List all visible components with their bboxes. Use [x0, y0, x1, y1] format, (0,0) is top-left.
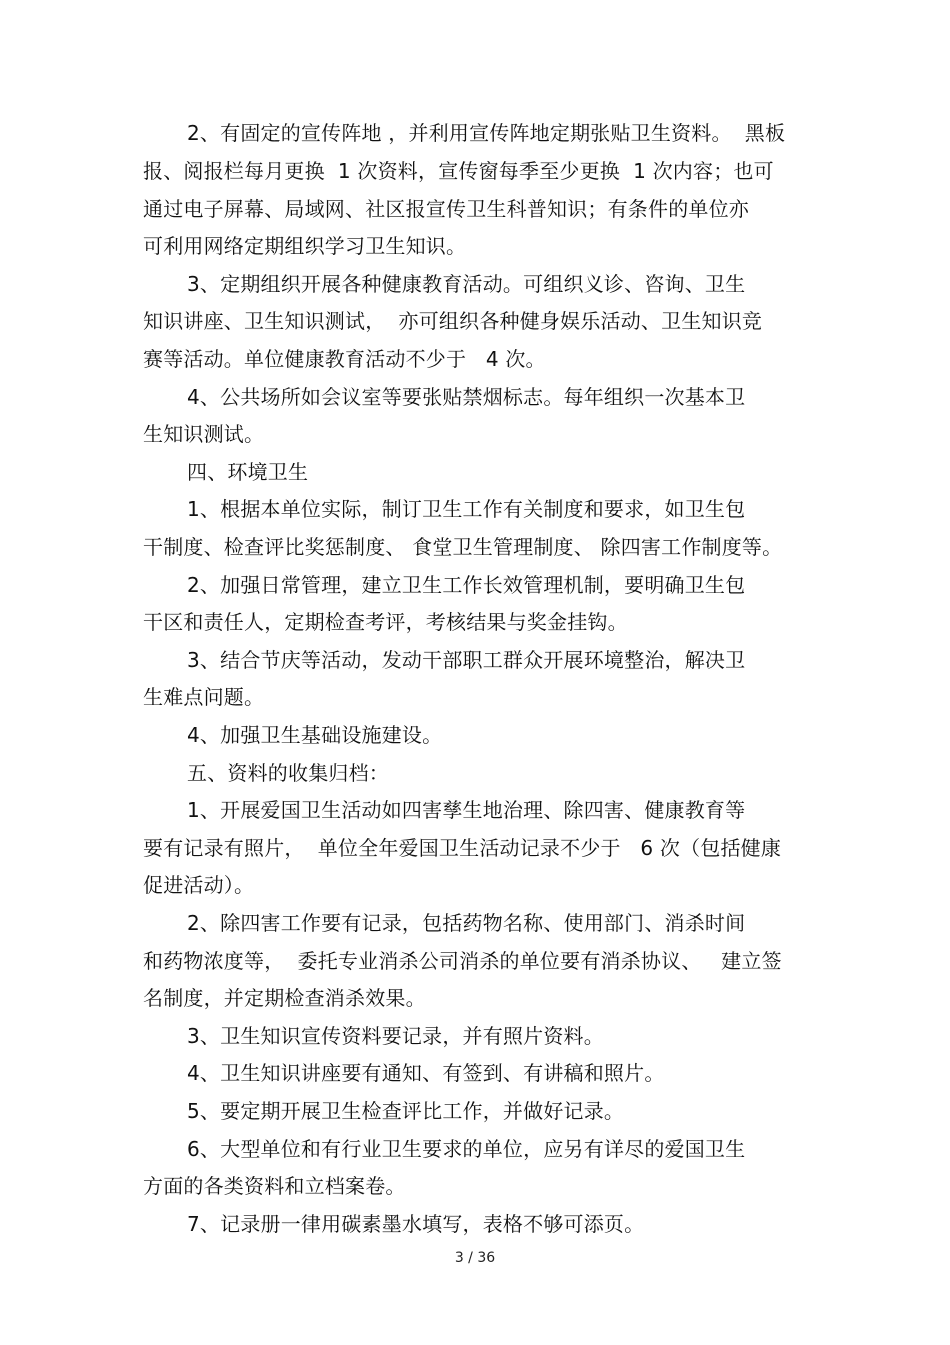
text-line: 3、卫生知识宣传资料要记录，并有照片资料。: [187, 1024, 604, 1048]
text-line: 2、有固定的宣传阵地 ，并利用宣传阵地定期张贴卫生资料。 黑板: [187, 121, 786, 145]
text-line: 5、要定期开展卫生检查评比工作，并做好记录。: [187, 1099, 625, 1123]
text-line: 7、记录册一律用碳素墨水填写，表格不够可添页。: [187, 1212, 645, 1236]
text-line: 知识讲座、卫生知识测试， 亦可组织各种健身娱乐活动、卫生知识竞: [143, 309, 763, 333]
text-line: 可利用网络定期组织学习卫生知识。: [143, 234, 467, 258]
text-line: 3、定期组织开展各种健康教育活动。可组织义诊、咨询、卫生: [187, 272, 746, 296]
section-heading: 五、资料的收集归档：: [187, 761, 389, 785]
text-line: 干制度、检查评比奖惩制度、 食堂卫生管理制度、 除四害工作制度等。: [143, 535, 783, 559]
text-line: 通过电子屏幕、局域网、社区报宣传卫生科普知识；有条件的单位亦: [143, 197, 749, 221]
text-line: 1、根据本单位实际，制订卫生工作有关制度和要求，如卫生包: [187, 497, 746, 521]
text-line: 名制度，并定期检查消杀效果。: [143, 986, 426, 1010]
text-line: 4、加强卫生基础设施建设。: [187, 723, 443, 747]
text-line: 6、大型单位和有行业卫生要求的单位，应另有详尽的爱国卫生: [187, 1137, 746, 1161]
text-line: 干区和责任人，定期检查考评，考核结果与奖金挂钩。: [143, 610, 628, 634]
text-line: 3、结合节庆等活动，发动干部职工群众开展环境整治，解决卫: [187, 648, 746, 672]
text-line: 赛等活动。单位健康教育活动不少于 4 次。: [143, 347, 546, 371]
text-line: 报、阅报栏每月更换 1 次资料，宣传窗每季至少更换 1 次内容；也可: [143, 159, 774, 183]
page-number: 3 / 36: [454, 1250, 496, 1266]
text-line: 生难点问题。: [143, 685, 265, 709]
text-line: 生知识测试。: [143, 422, 265, 446]
text-line: 要有记录有照片， 单位全年爱国卫生活动记录不少于 6 次（包括健康: [143, 836, 782, 860]
text-line: 2、加强日常管理，建立卫生工作长效管理机制，要明确卫生包: [187, 573, 746, 597]
text-line: 方面的各类资料和立档案卷。: [143, 1174, 406, 1198]
text-line: 2、除四害工作要有记录，包括药物名称、使用部门、消杀时间: [187, 911, 746, 935]
text-line: 4、公共场所如会议室等要张贴禁烟标志。每年组织一次基本卫: [187, 385, 746, 409]
text-line: 4、卫生知识讲座要有通知、有签到、有讲稿和照片。: [187, 1061, 665, 1085]
section-heading: 四、环境卫生: [187, 460, 309, 484]
text-line: 和药物浓度等， 委托专业消杀公司消杀的单位要有消杀协议、 建立签: [143, 949, 782, 973]
text-line: 促进活动）。: [143, 873, 255, 897]
text-line: 1、开展爱国卫生活动如四害孳生地治理、除四害、健康教育等: [187, 798, 746, 822]
